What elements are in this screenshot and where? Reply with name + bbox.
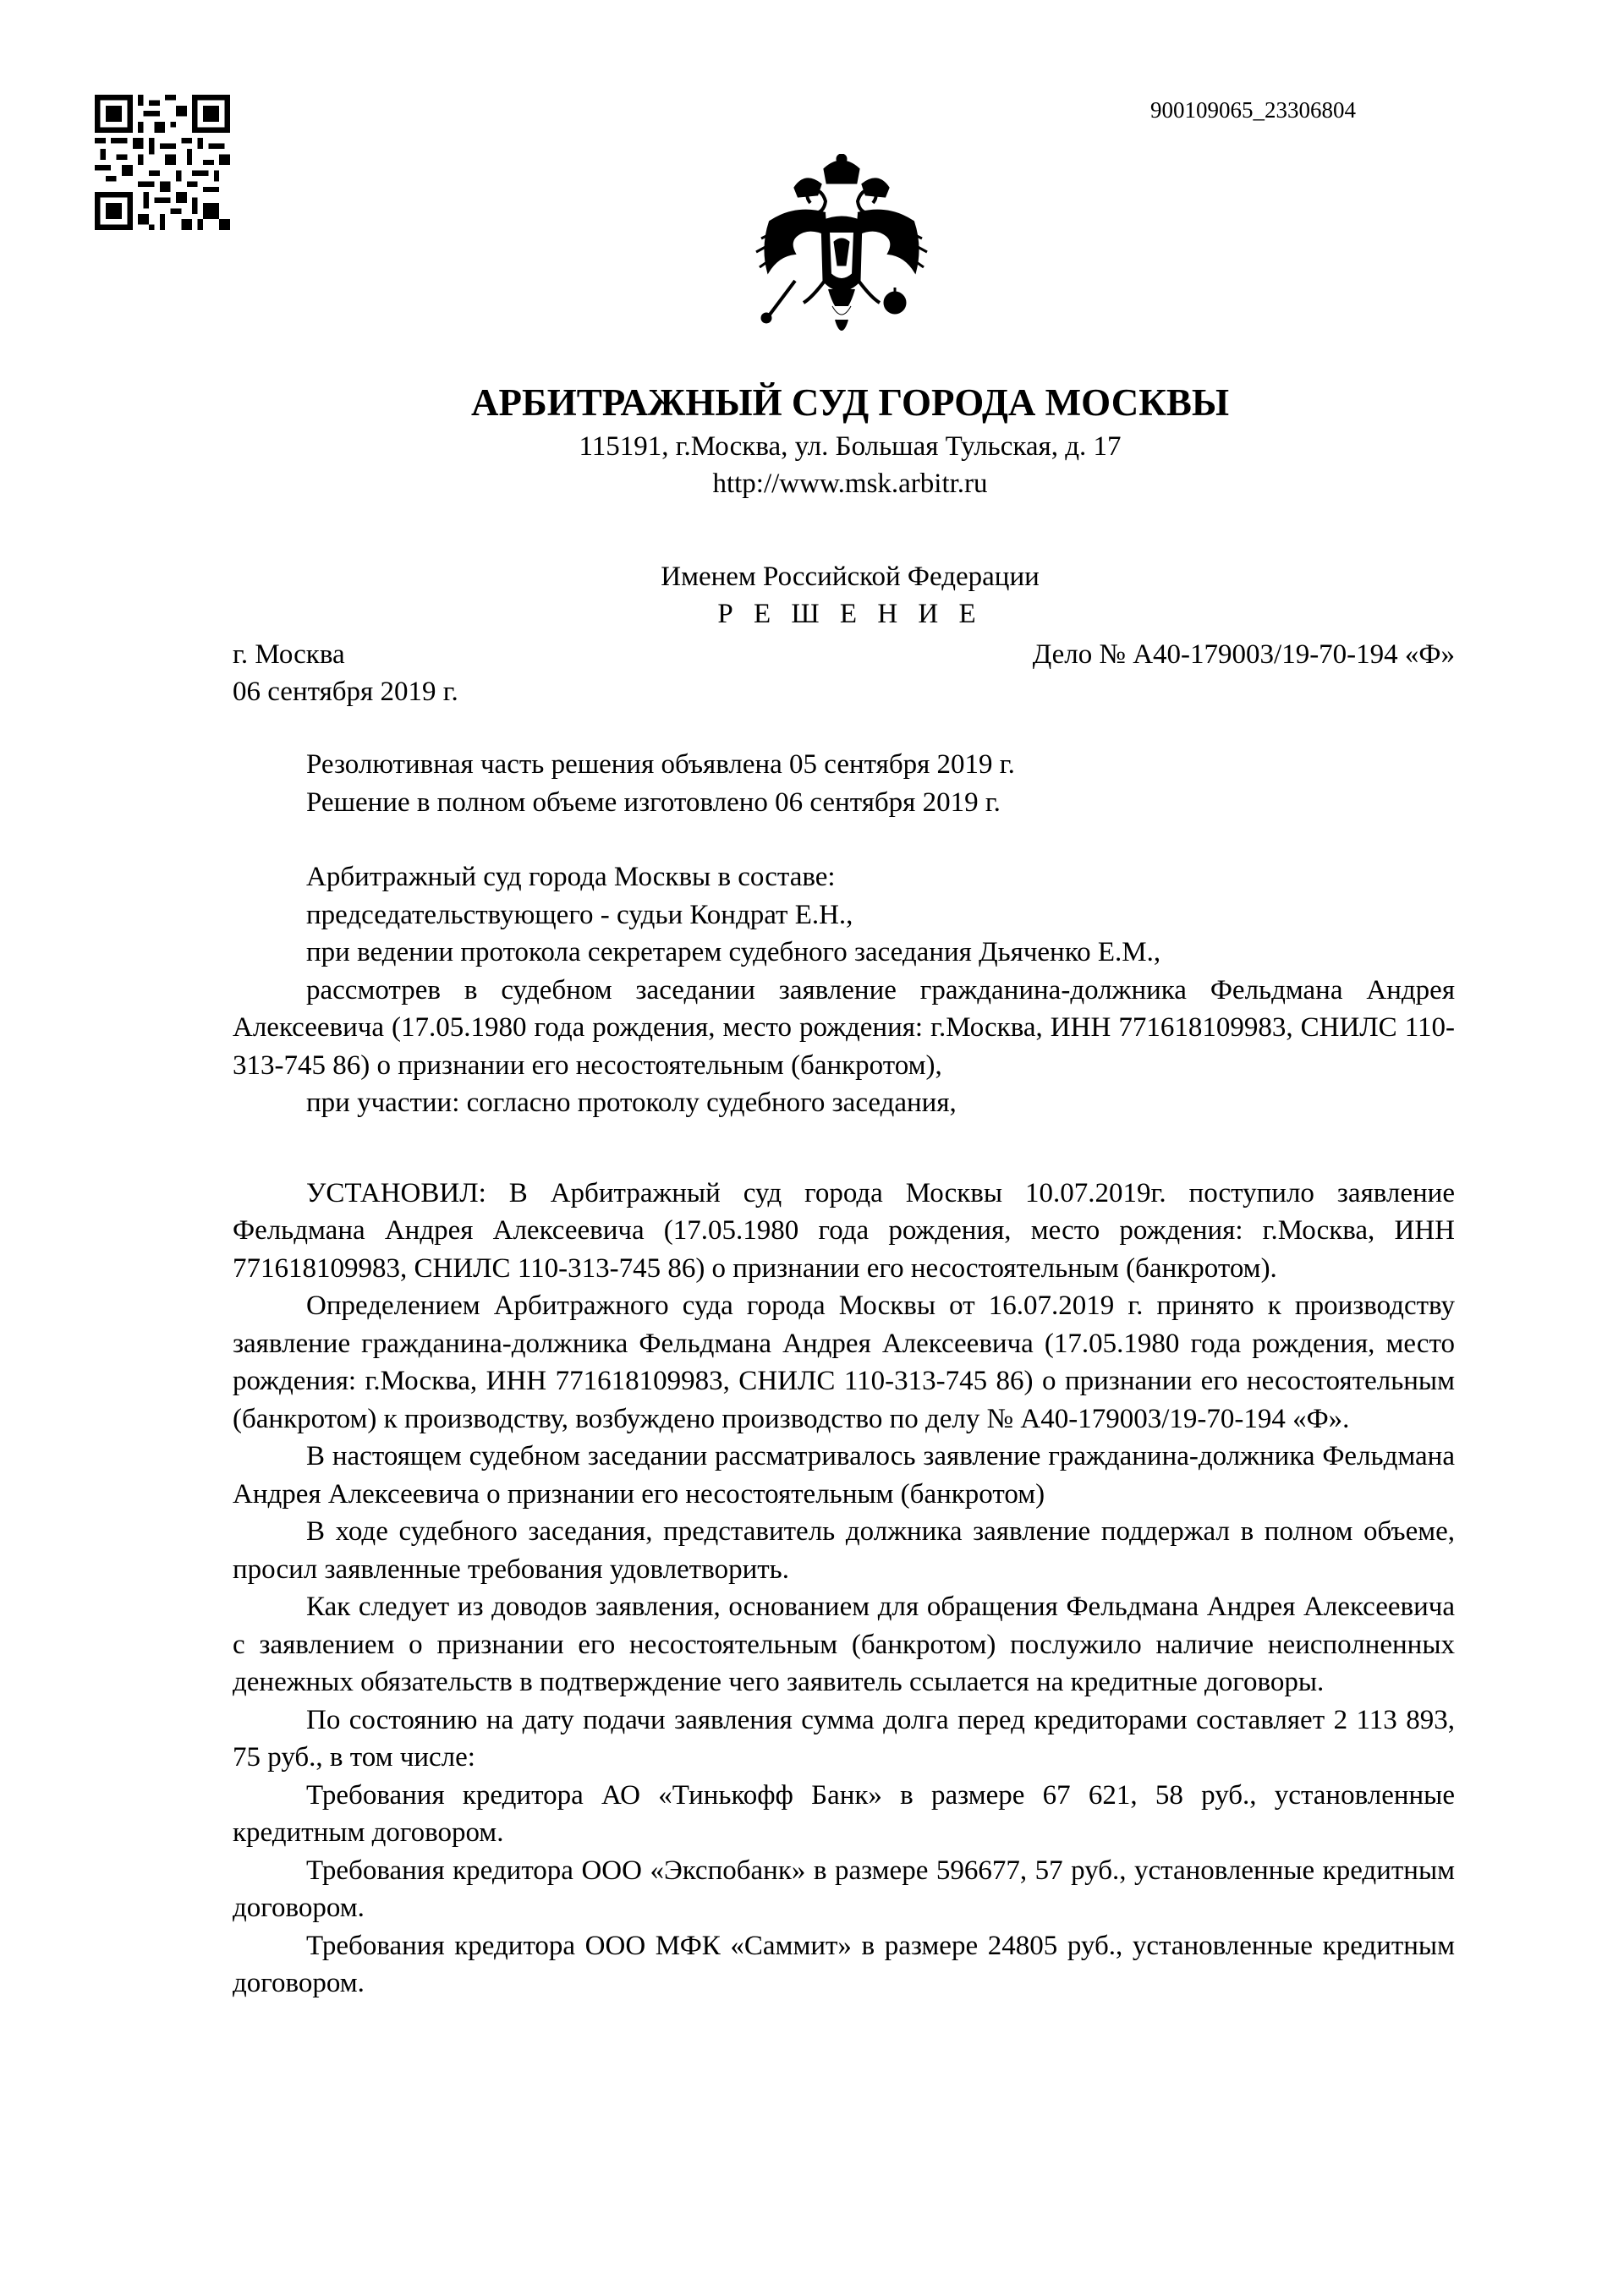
decision-date: 06 сентября 2019 г. [233,677,458,707]
city-label: г. Москва [233,639,345,670]
paragraph: Определением Арбитражного суда города Москвы от 16.07.2019 г. принято к производству заявление гражданина-должника Фельдмана Андрея Алексеевича (17.05.1980 года рождения, место рождения: г.Москва, ИНН 771618109983, СНИЛС 110-313-745 86) о признании его несостоятельным (банкротом) к производству, возбуждено производство по делу № А40-179003/19-70-194 «Ф». [233,1290,1455,1434]
paragraph: при ведении протокола секретарем судебного заседания Дьяченко Е.М., [306,937,1161,967]
court-address: 115191, г.Москва, ул. Большая Тульская, д. 17 [579,431,1122,462]
coat-of-arms-emblem [744,154,939,344]
paragraph: председательствующего - судьи Кондрат Е.Н., [306,899,853,930]
document-id: 900109065_23306804 [1150,97,1356,123]
paragraph: Требования кредитора ООО МФК «Саммит» в размере 24805 руб., установленные кредитным договором. [233,1930,1455,1998]
document-body [233,746,1455,2003]
paragraph: рассмотрев в судебном заседании заявление гражданина-должника Фельдмана Андрея Алексеевича (17.05.1980 года рождения, место рождения: г.Москва, ИНН 771618109983, СНИЛС 110-313-745 86) о признании его несостоятельным (банкротом), [233,974,1455,1081]
court-website: http://www.msk.arbitr.ru [712,469,988,499]
court-name: АРБИТРАЖНЫЙ СУД ГОРОДА МОСКВЫ [470,381,1230,424]
qr-code [95,95,230,230]
paragraph: Решение в полном объеме изготовлено 06 сентября 2019 г. [306,786,1001,818]
paragraph: Требования кредитора АО «Тинькофф Банк» в размере 67 621, 58 руб., установленные кредитным договором. [233,1779,1455,1848]
paragraph: В ходе судебного заседания, представитель должника заявление поддержал в полном объеме, просил заявленные требования удовлетворить. [233,1516,1455,1585]
in-the-name-heading: Именем Российской Федерации [661,562,1040,592]
paragraph: По состоянию на дату подачи заявления сумма долга перед кредиторами составляет 2 113 893, 75 руб., в том числе: [233,1704,1455,1773]
paragraph: Как следует из доводов заявления, основанием для обращения Фельдмана Андрея Алексеевича с заявлением о признании его несостоятельным (банкротом) послужило наличие неисполненных денежных обязательств в подтверждение чего заявитель ссылается на кредитные договоры. [233,1592,1455,1697]
paragraph: Резолютивная часть решения объявлена 05 сентября 2019 г. [306,749,1015,780]
decision-heading: Р Е Ш Е Н И Е [717,599,983,629]
paragraph: В настоящем судебном заседании рассматривалось заявление гражданина-должника Фельдмана Андрея Алексеевича о признании его несостоятельным (банкротом) [233,1441,1455,1510]
paragraph: Арбитражный суд города Москвы в составе: [306,862,836,892]
paragraph: Требования кредитора ООО «Экспобанк» в размере 596677, 57 руб., установленные кредитным договором. [233,1855,1455,1923]
case-number: Дело № А40-179003/19-70-194 «Ф» [1032,639,1455,670]
paragraph: УСТАНОВИЛ: В Арбитражный суд города Москвы 10.07.2019г. поступило заявление Фельдмана Андрея Алексеевича (17.05.1980 года рождения, место рождения: г.Москва, ИНН 771618109983, СНИЛС 110-313-745 86) о признании его несостоятельным (банкротом). [233,1177,1455,1284]
paragraph: при участии: согласно протоколу судебного заседания, [306,1088,957,1118]
